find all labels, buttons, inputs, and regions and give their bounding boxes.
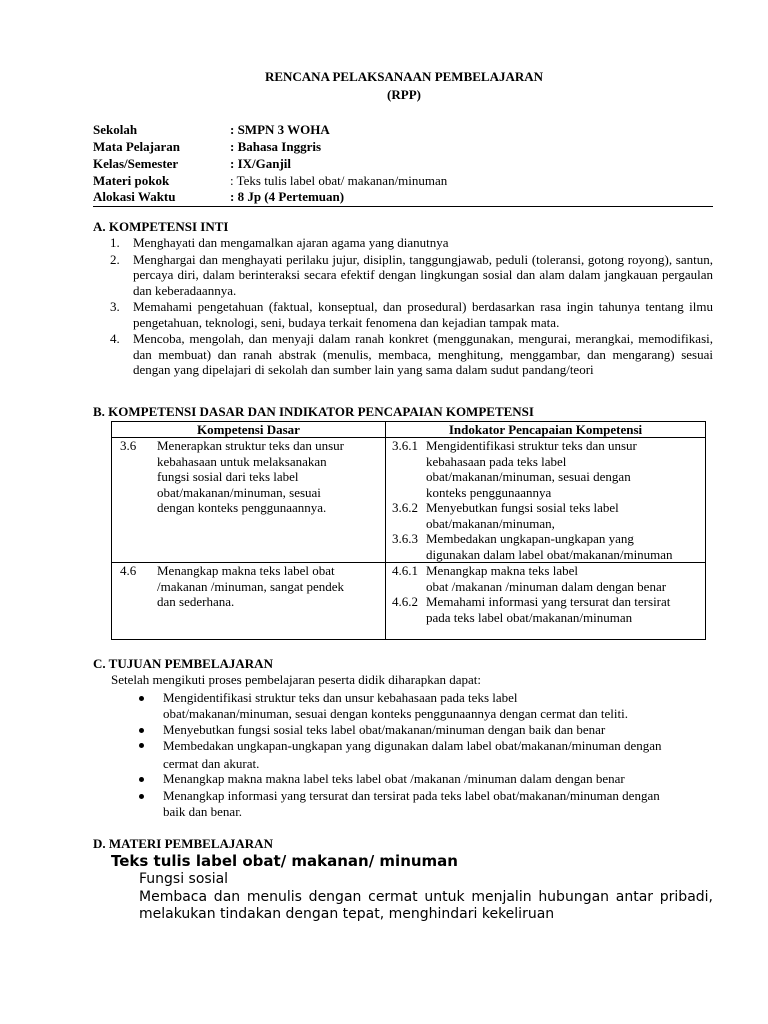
list-item [93,299,713,330]
list-item-line: Menangkap informasi yang tersurat dan tersirat pada teks label obat/makanan/minuman dengan [163,788,660,803]
identity-label: Alokasi Waktu [93,189,176,204]
kd-line: obat/makanan/minuman, sesuai [157,484,321,500]
kd-line: dengan konteks penggunaannya. [157,500,327,515]
bullet-icon [139,696,144,701]
list-item-line: cermat dan akurat. [163,756,260,771]
list-item-text: Menghargai dan menghayati perilaku jujur, disiplin, tanggungjawab, peduli (toleransi, gotong royong), santun, percaya diri, dalam berinteraksi secara efektif dengan lingkungan sosial dan alam dalam jangkauan pergaulan dan keberadaannya. [133,251,713,298]
indicator-line: Menangkap makna teks label [426,563,578,578]
list-item-line: Membedakan ungkapan-ungkapan yang digunakan dalam label obat/makanan/minuman dengan [163,738,662,753]
identity-value: : IX/Ganjil [230,156,292,171]
section-c-heading: C. TUJUAN PEMBELAJARAN [93,656,273,671]
identity-row-time [93,189,713,206]
bullet-icon [139,743,144,748]
indicator-line: digunakan dalam label obat/makanan/minuman [426,546,673,562]
material-subtitle: Fungsi sosial [139,871,229,887]
indicator-line: obat/makanan/minuman, sesuai dengan [426,469,631,484]
indicator-text [426,500,706,531]
section-b-heading: B. KOMPETENSI DASAR DAN INDIKATOR PENCAPAIAN KOMPETENSI [93,404,534,419]
indicator-number: 4.6.1 [392,563,418,578]
header-divider [93,206,713,207]
identity-row-subject [93,139,713,156]
table-header-basic-competence: Kompetensi Dasar [197,422,300,437]
list-item [93,331,713,378]
indicator-text [426,594,706,625]
identity-label: Sekolah [93,122,138,137]
core-competence-list [93,235,713,379]
list-item [93,252,713,299]
list-item-number: 4. [110,331,120,346]
document-title: RENCANA PELAKSANAAN PEMBELAJARAN [264,69,544,84]
bullet-icon [139,777,144,782]
indicator-number: 3.6.2 [392,500,418,515]
indicator-line: pada teks label obat/makanan/minuman [426,609,633,625]
kd-line: /makanan /minuman, sangat pendek [157,578,345,594]
list-item-text [163,690,715,721]
list-item-number: 3. [110,299,120,314]
indicator-number: 3.6.1 [392,438,418,453]
competence-table [111,421,706,640]
identity-label: Mata Pelajaran [93,139,181,154]
list-item-text [163,737,715,773]
indicator-line: Mengidentifikasi struktur teks dan unsur [426,438,637,453]
list-item-text: Mencoba, mengolah, dan menyaji dalam ranah konkret (menggunakan, mengurai, merangkai, memodifikasi, dan membuat) dan ranah abstrak (menulis, membaca, menghitung, menggambar, dan mengarang) sesuai dengan yang dipelajari di sekolah dan sumber lain yang sama dalam sudut pandang/teori [133,331,713,377]
material-body: Membaca dan menulis dengan cermat untuk menjalin hubungan antar pribadi, melakukan tindakan dengan tepat, menghindari kekeliruan [139,889,713,922]
indicator-line: Memahami informasi yang tersurat dan tersirat [426,594,671,609]
list-item-text: Memahami pengetahuan (faktual, konseptual, dan prosedural) berdasarkan rasa ingin tahunya tentang ilmu pengetahuan, teknologi, seni, budaya terkait fenomena dan kejadian tampak mata. [133,299,713,330]
indicator-line: Membedakan ungkapan-ungkapan yang [426,531,634,546]
indicator-line: konteks penggunaannya [426,484,552,500]
table-header-indicators: Indokator Pencapaian Kompetensi [448,422,643,437]
identity-row-school [93,122,713,139]
kd-number: 4.6 [120,563,137,578]
table-column-divider [385,422,386,639]
list-item-number: 2. [110,251,120,267]
indicator-line: obat /makanan /minuman dalam dengan benar [426,578,667,594]
list-item-line: Mengidentifikasi struktur teks dan unsur kebahasaan pada teks label [163,690,518,705]
list-item [93,235,713,251]
indicator-text [426,531,706,562]
identity-row-class [93,156,713,173]
indicator-number: 3.6.3 [392,531,418,546]
kd-number: 3.6 [120,438,137,453]
list-item-text: Menghayati dan mengamalkan ajaran agama yang dianutnya [133,235,449,250]
bullet-icon [139,728,144,733]
objectives-intro: Setelah mengikuti proses pembelajaran peserta didik diharapkan dapat: [111,672,482,687]
identity-table [93,122,713,206]
kd-line: Menerapkan struktur teks dan unsur [157,438,345,453]
indicator-line: obat/makanan/minuman, [426,515,555,531]
list-item-text [163,788,715,819]
identity-value: : 8 Jp (4 Pertemuan) [230,189,345,204]
bullet-icon [139,794,144,799]
identity-label: Materi pokok [93,173,170,188]
document-subtitle: (RPP) [387,87,421,102]
section-d-heading: D. MATERI PEMBELAJARAN [93,836,273,851]
kd-line: fungsi sosial dari teks label [157,469,299,484]
indicator-line: kebahasaan pada teks label [426,453,567,469]
section-a-heading: A. KOMPETENSI INTI [93,219,229,234]
kd-line: kebahasaan untuk melaksanakan [157,453,327,469]
kd-line: Menangkap makna teks label obat [157,563,335,578]
indicator-number: 4.6.2 [392,594,418,609]
identity-label: Kelas/Semester [93,156,179,171]
indicator-text [426,563,706,594]
kd-line: dan sederhana. [157,594,235,609]
identity-value: : SMPN 3 WOHA [230,122,330,137]
list-item-text [163,771,715,787]
list-item-line: baik dan benar. [163,803,243,819]
indicator-line: Menyebutkan fungsi sosial teks label [426,500,619,515]
material-title: Teks tulis label obat/ makanan/ minuman [111,852,458,870]
indicator-text [426,438,706,500]
identity-value: : Bahasa Inggris [230,139,322,154]
list-item-text [163,722,715,738]
list-item-line: obat/makanan/minuman, sesuai dengan konteks penggunaannya dengan cermat dan teliti. [163,705,628,721]
list-item-number: 1. [110,235,120,250]
identity-row-topic [93,173,713,189]
kd-text [157,438,382,516]
list-item-line: Menangkap makna makna label teks label obat /makanan /minuman dalam dengan benar [163,771,625,786]
kd-text [157,563,382,610]
identity-value: : Teks tulis label obat/ makanan/minuman [230,173,448,188]
list-item-line: Menyebutkan fungsi sosial teks label obat/makanan/minuman dengan baik dan benar [163,722,606,737]
